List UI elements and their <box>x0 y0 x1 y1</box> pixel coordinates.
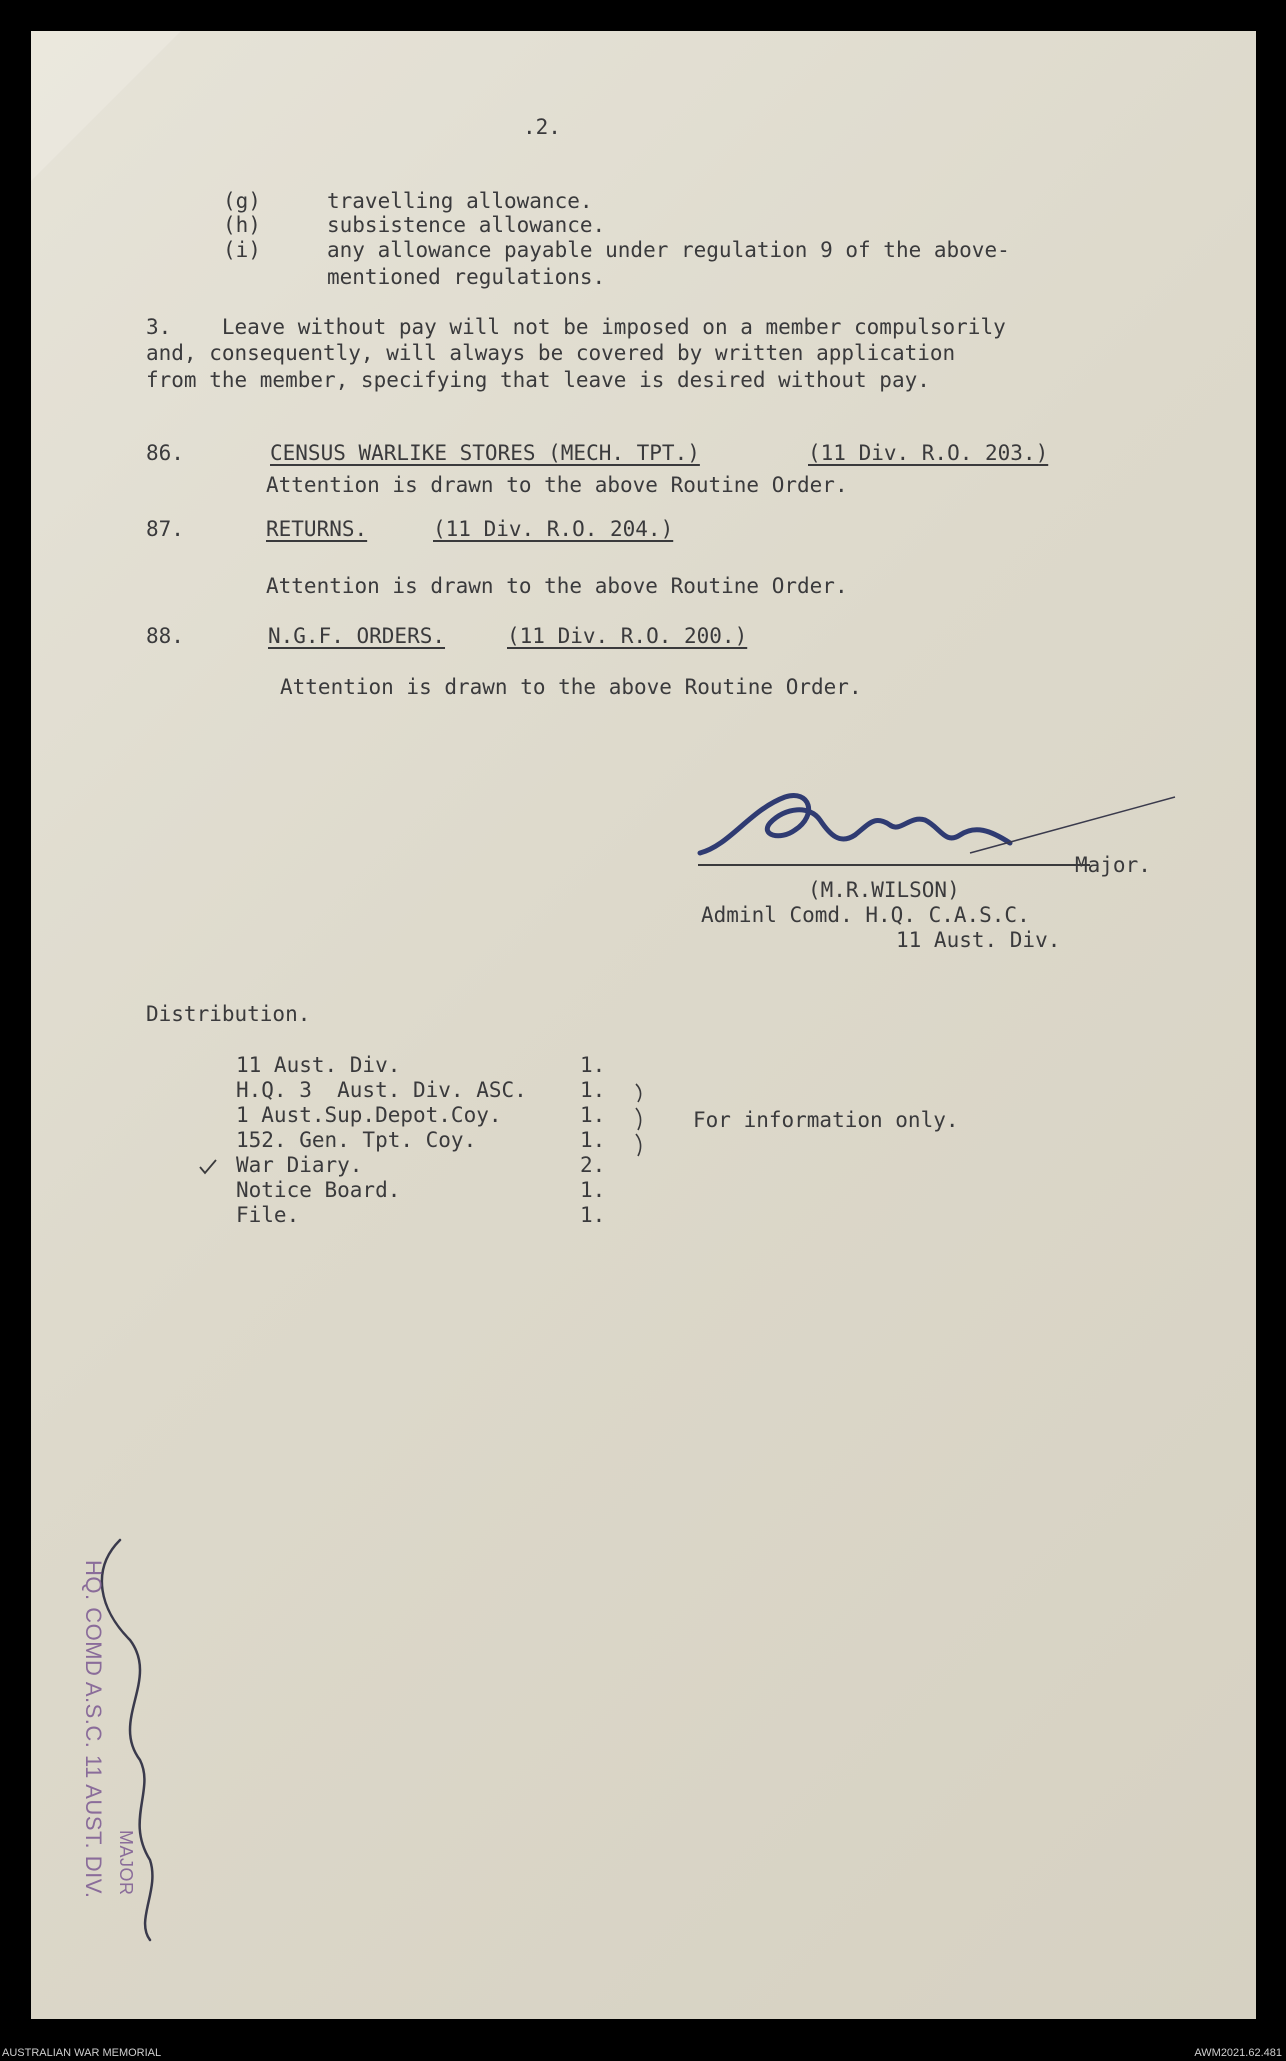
distribution-qty: 1. <box>580 1053 606 1077</box>
stamp-rank: MAJOR <box>116 1830 136 1896</box>
order-heading: RETURNS. <box>266 517 368 541</box>
distribution-item: H.Q. 3 Aust. Div. ASC. <box>236 1078 527 1102</box>
bracket-icon <box>632 1080 652 1160</box>
distribution-item: 152. Gen. Tpt. Coy. <box>236 1128 477 1152</box>
signature-formation: 11 Aust. Div. <box>896 928 1061 952</box>
subitem-letter: (g) <box>223 189 261 213</box>
distribution-title: Distribution. <box>146 1002 311 1026</box>
order-reference: (11 Div. R.O. 203.) <box>808 441 1049 465</box>
distribution-qty: 1. <box>580 1103 606 1127</box>
distribution-qty: 1. <box>580 1128 606 1152</box>
subitem-text: mentioned regulations. <box>327 265 606 289</box>
subitem-letter: (i) <box>223 238 261 262</box>
distribution-item: File. <box>236 1203 300 1227</box>
distribution-qty: 1. <box>580 1203 606 1227</box>
subitem-text: any allowance payable under regulation 9 of the above- <box>327 238 1010 262</box>
distribution-item: 1 Aust.Sup.Depot.Coy. <box>236 1103 502 1127</box>
folded-corner <box>31 31 181 181</box>
order-number: 86. <box>146 441 184 465</box>
distribution-qty: 2. <box>580 1153 606 1177</box>
signature-appointment: Adminl Comd. H.Q. C.A.S.C. <box>701 903 1030 927</box>
page-number: .2. <box>523 115 561 139</box>
footer-accession-number: AWM2021.62.481 <box>1194 2047 1282 2059</box>
order-reference: (11 Div. R.O. 200.) <box>507 624 748 648</box>
distribution-qty: 1. <box>580 1078 606 1102</box>
distribution-note: For information only. <box>693 1108 959 1132</box>
stamp-rank-box <box>90 1830 150 1940</box>
tick-mark-icon <box>198 1158 218 1176</box>
signature-name: (M.R.WILSON) <box>808 878 960 902</box>
paragraph-3-line: from the member, specifying that leave is desired without pay. <box>146 368 930 392</box>
footer-institution: AUSTRALIAN WAR MEMORIAL <box>2 2047 162 2059</box>
distribution-item: War Diary. <box>236 1153 363 1177</box>
paragraph-3-line: 3. Leave without pay will not be imposed on a member compulsorily <box>146 315 1006 339</box>
distribution-item: 11 Aust. Div. <box>236 1053 401 1077</box>
signature-rank: Major. <box>1075 853 1151 877</box>
subitem-text: travelling allowance. <box>327 189 593 213</box>
distribution-item: Notice Board. <box>236 1178 401 1202</box>
order-body: Attention is drawn to the above Routine Order. <box>266 473 848 497</box>
paragraph-3-line: and, consequently, will always be covered by written application <box>146 341 956 365</box>
subitem-letter: (h) <box>223 213 261 237</box>
order-reference: (11 Div. R.O. 204.) <box>433 517 674 541</box>
order-heading: N.G.F. ORDERS. <box>268 624 446 648</box>
order-number: 88. <box>146 624 184 648</box>
order-body: Attention is drawn to the above Routine Order. <box>266 574 848 598</box>
order-body: Attention is drawn to the above Routine Order. <box>280 675 862 699</box>
subitem-text: subsistence allowance. <box>327 213 606 237</box>
distribution-qty: 1. <box>580 1178 606 1202</box>
stamp-text: HQ. COMD A.S.C. 11 AUST. DIV. <box>81 1560 106 1899</box>
order-number: 87. <box>146 517 184 541</box>
order-heading: CENSUS WARLIKE STORES (MECH. TPT.) <box>270 441 700 465</box>
